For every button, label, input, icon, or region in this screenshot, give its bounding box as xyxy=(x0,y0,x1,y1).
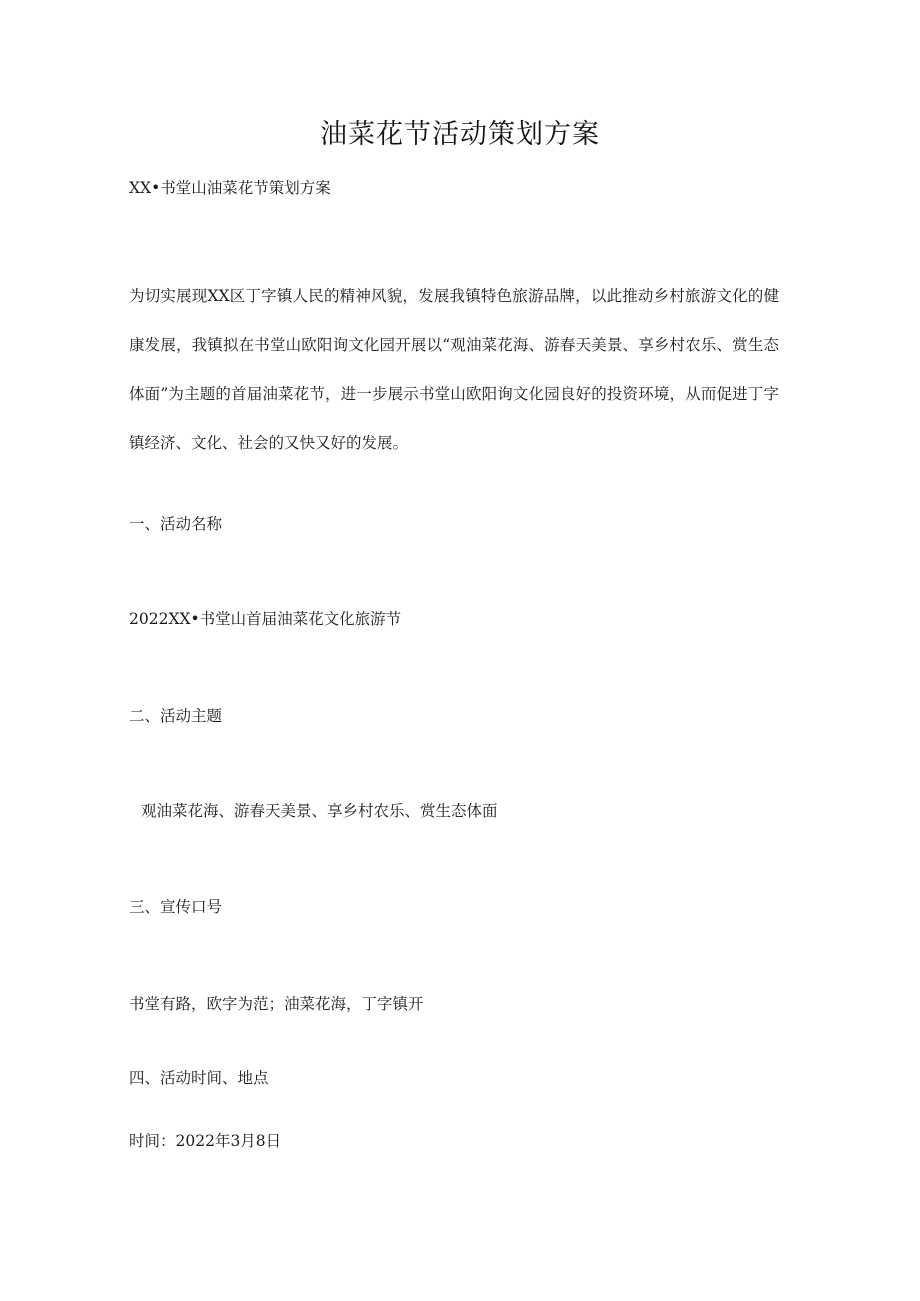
document-title: 油菜花节活动策划方案 xyxy=(320,119,600,150)
section-heading-time-place: 四、活动时间、地点 xyxy=(129,1069,269,1087)
section-heading-slogan: 三、宣传口号 xyxy=(129,898,223,916)
intro-paragraph: 为切实展现XX区丁字镇人民的精神风貌，发展我镇特色旅游品牌，以此推动乡村旅游文化的健康发展，我镇拟在书堂山欧阳询文化园开展以“观油菜花海、游春天美景、享乡村农乐、赏生态体面”为主题的首届油菜花节，进一步展示书堂山欧阳询文化园良好的投资环境，从而促进丁字镇经济、文化、社会的又快又好的发展。 xyxy=(129,287,779,452)
section-heading-activity-name: 一、活动名称 xyxy=(129,515,223,533)
section-content-time: 时间：2022年3月8日 xyxy=(129,1132,282,1150)
section-content-activity-theme: 观油菜花海、游春天美景、享乡村农乐、赏生态体面 xyxy=(141,802,498,820)
section-content-slogan: 书堂有路，欧字为范；油菜花海，丁字镇开 xyxy=(129,995,424,1013)
section-content-activity-name: 2022XX•书堂山首届油菜花文化旅游节 xyxy=(129,610,402,628)
section-heading-activity-theme: 二、活动主题 xyxy=(129,707,223,725)
document-subtitle: XX•书堂山油菜花节策划方案 xyxy=(129,179,331,197)
